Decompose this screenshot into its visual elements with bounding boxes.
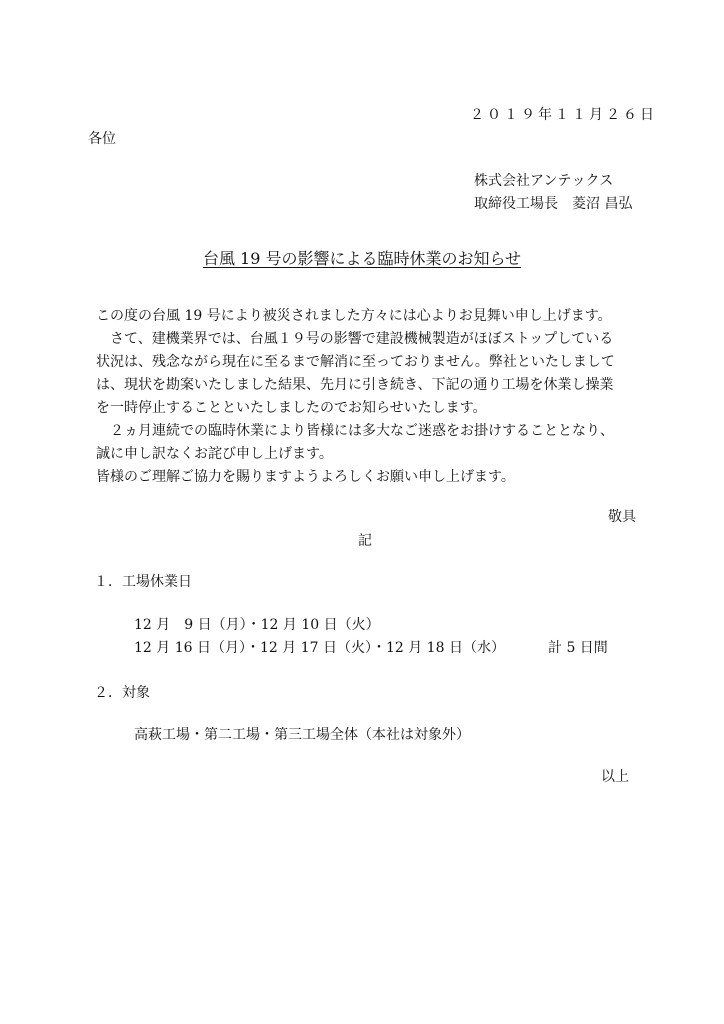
body-line: 誠に申し訳なくお詫び申し上げます。	[96, 446, 333, 462]
body-line: この度の台風 19 号により被災されました方々には心よりお見舞い申し上げます。	[96, 308, 612, 324]
closure-total-days: 計 5 日間	[548, 640, 608, 656]
section-1-heading: １．工場休業日	[94, 574, 192, 590]
section-2-heading: ２．対象	[94, 685, 150, 701]
closure-dates-line-2: 12 月 16 日（月）・12 月 17 日（火）・12 月 18 日（水）	[134, 640, 505, 656]
body-line: ２ヵ月連続での臨時休業により皆様には多大なご迷惑をお掛けすることとなり、	[96, 423, 614, 439]
document-title: 台風 19 号の影響による臨時休業のお知らせ	[202, 249, 522, 268]
target-facilities: 高萩工場・第二工場・第三工場全体（本社は対象外）	[134, 727, 470, 743]
signer-name: 取締役工場長 菱沼 昌弘	[474, 196, 633, 212]
body-line: 状況は、残念ながら現在に至るまで解消に至っておりません。弊社といたしまして	[96, 354, 615, 370]
document-date: ２０１９年１１月２６日	[470, 107, 657, 123]
company-name: 株式会社アンテックス	[474, 173, 614, 189]
ki-heading: 記	[358, 533, 372, 549]
body-text	[96, 305, 656, 489]
closing-phrase: 敬具	[608, 509, 636, 525]
body-line: を一時停止することといたしましたのでお知らせいたします。	[96, 400, 487, 416]
body-line: さて、建機業界では、台風１９号の影響で建設機械製造がほぼストップしている	[96, 331, 614, 347]
closure-dates-line-1: 12 月 9 日（月）・12 月 10 日（火）	[134, 617, 380, 633]
addressee: 各位	[88, 131, 116, 147]
body-line: 皆様のご理解ご協力を賜りますようよろしくお願い申し上げます。	[96, 469, 515, 485]
body-line: は、現状を勘案いたしました結果、先月に引き続き、下記の通り工場を休業し操業	[96, 377, 614, 393]
end-mark: 以上	[601, 769, 629, 785]
